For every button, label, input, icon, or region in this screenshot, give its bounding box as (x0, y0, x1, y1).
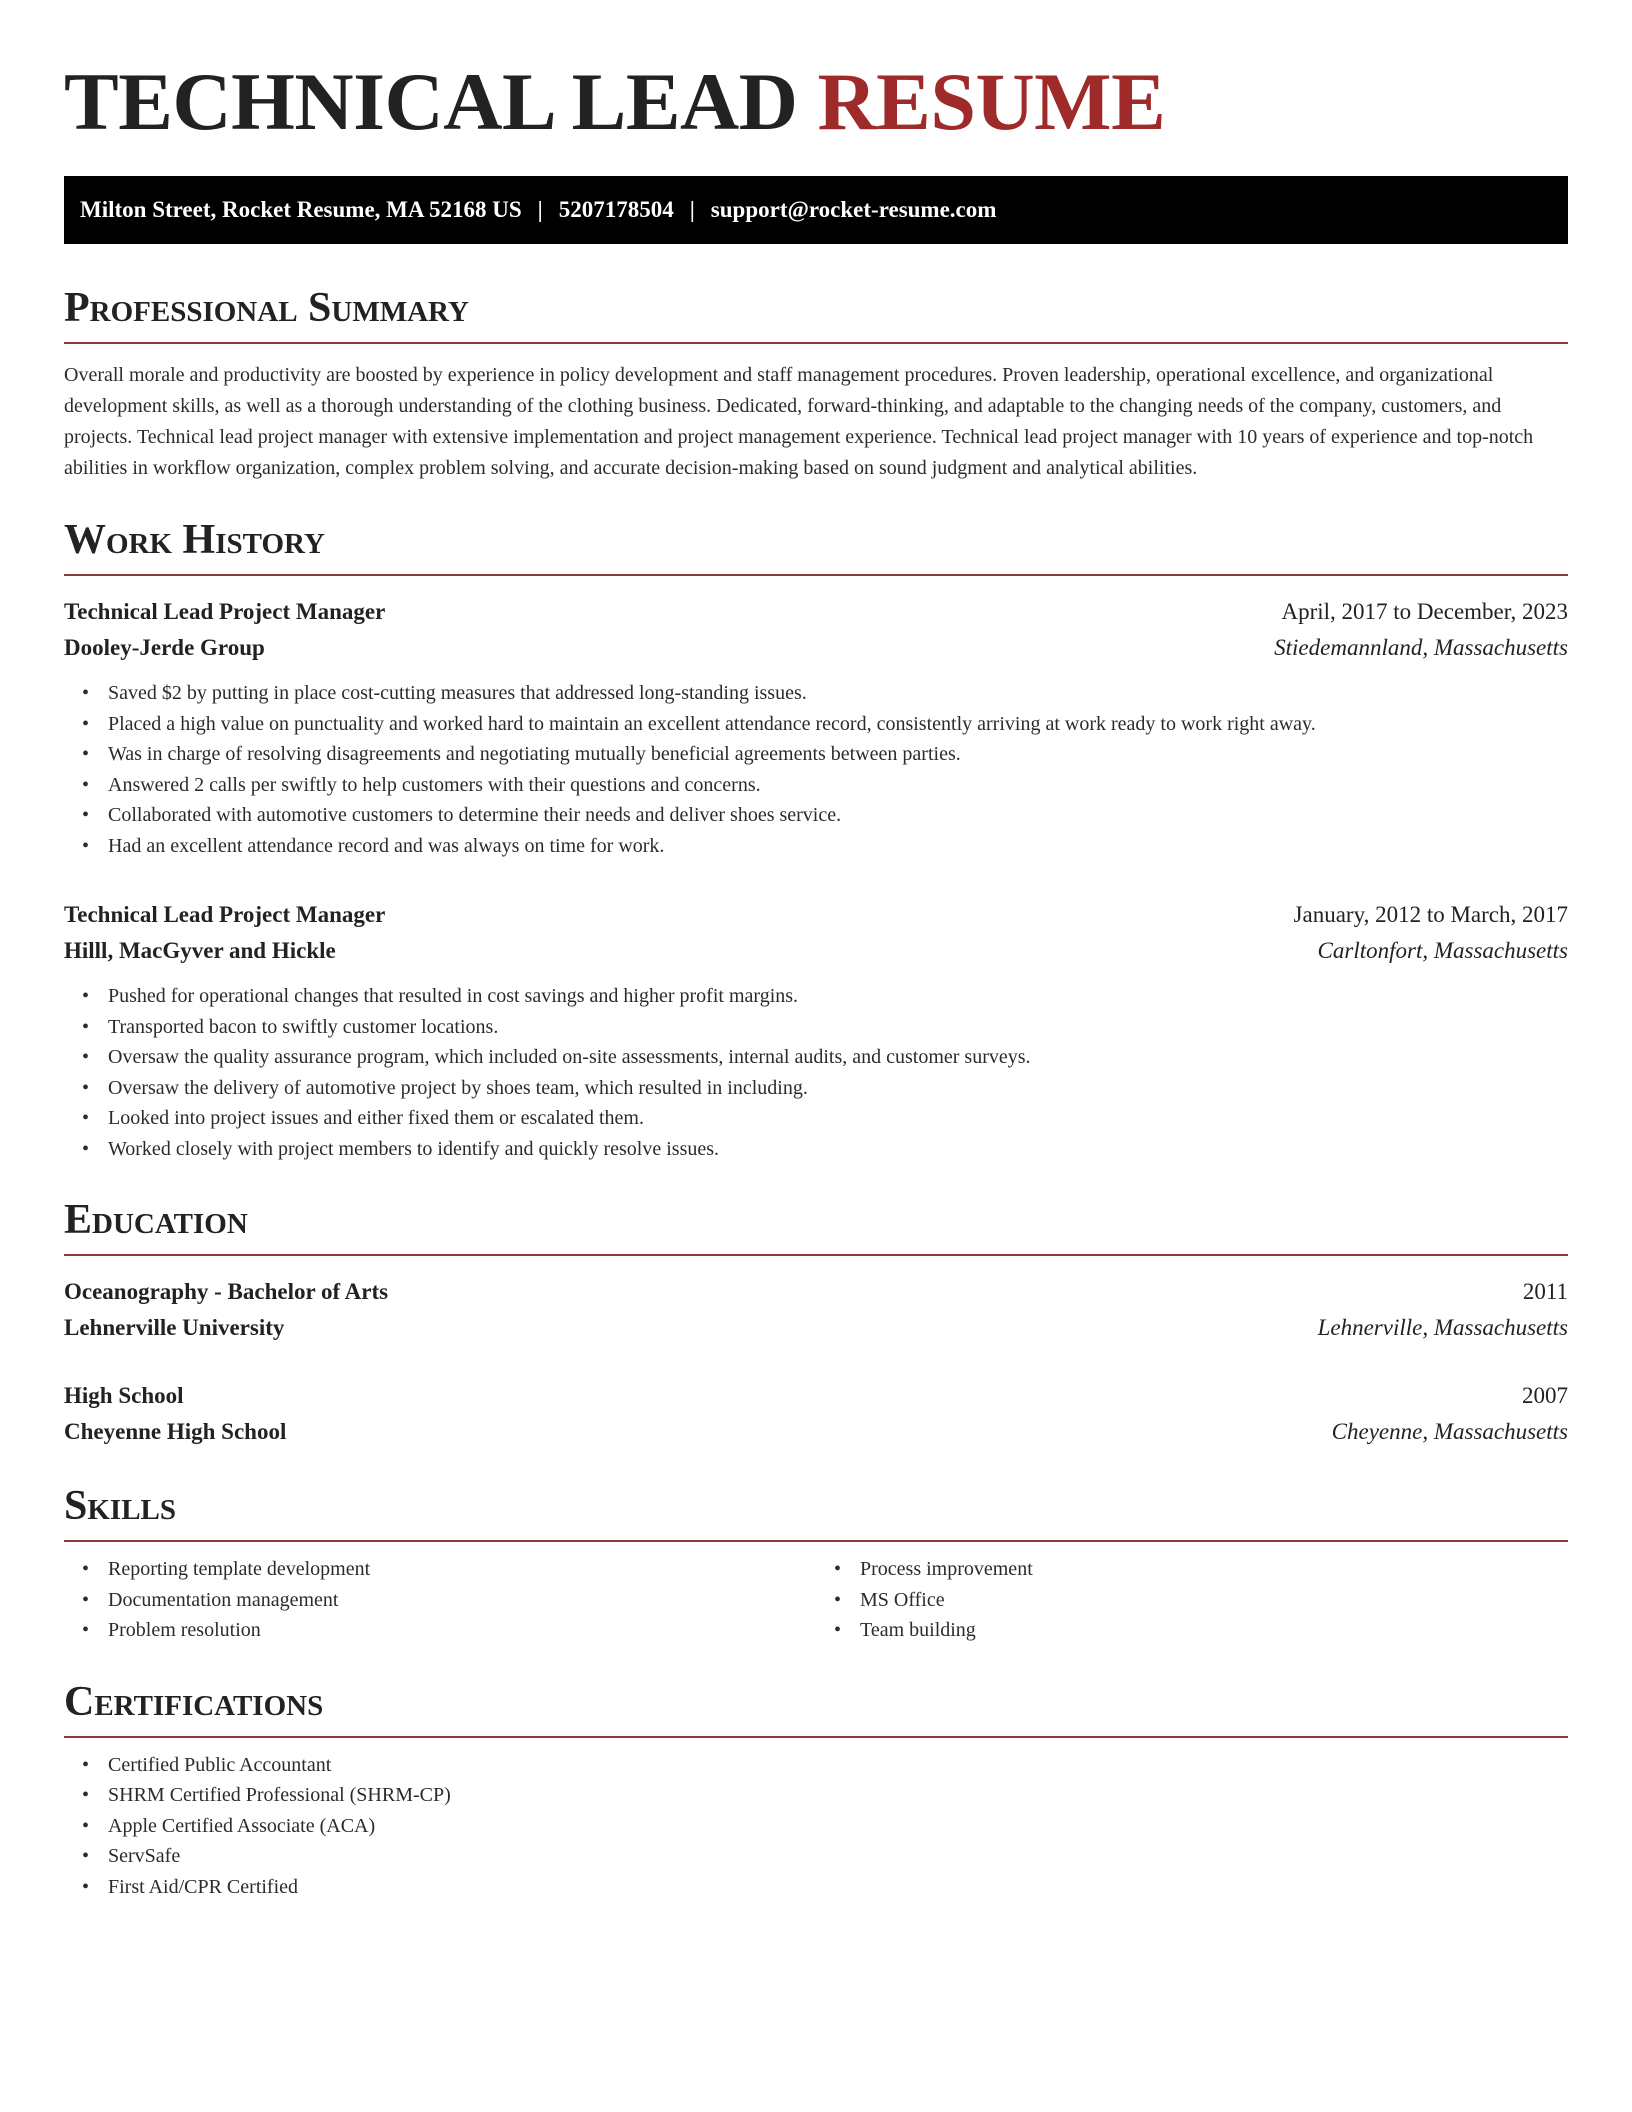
contact-bar (64, 176, 1568, 244)
section-heading-education: Education (64, 1197, 248, 1243)
skills-column (64, 1554, 816, 1646)
certification-item: • ServSafe (108, 1841, 1568, 1872)
job-company-row (64, 630, 1568, 666)
certification-item: • Apple Certified Associate (ACA) (108, 1811, 1568, 1842)
contact-address: Milton Street, Rocket Resume, MA 52168 US (80, 197, 522, 222)
education-year: 2011 (1522, 1279, 1568, 1304)
education-school: Cheyenne High School (64, 1419, 287, 1444)
list-item: • Had an excellent attendance record and was always on time for work. (108, 831, 1568, 862)
job-entry (64, 897, 1568, 1164)
section-heading-certifications: Certifications (64, 1678, 324, 1725)
certification-item: • Certified Public Accountant (108, 1750, 1568, 1781)
skill-item: • Process improvement (860, 1554, 1568, 1585)
job-header-row (64, 594, 1568, 630)
contact-separator: | (689, 197, 695, 222)
skill-item: • Reporting template development (108, 1554, 816, 1585)
work-history-section (64, 516, 1568, 1164)
job-bullets (64, 981, 1568, 1164)
skills-column (816, 1554, 1568, 1646)
list-item: • Answered 2 calls per swiftly to help customers with their questions and concerns. (108, 770, 1568, 801)
job-dates: January, 2012 to March, 2017 (1293, 902, 1568, 927)
contact-email: support@rocket-resume.com (710, 197, 997, 222)
list-item: • Pushed for operational changes that resulted in cost savings and higher profit margins. (108, 981, 1568, 1012)
education-degree: High School (64, 1383, 184, 1408)
job-bullets (64, 678, 1568, 861)
job-title: Technical Lead Project Manager (64, 599, 386, 624)
job-header-row (64, 897, 1568, 933)
job-company: Dooley-Jerde Group (64, 635, 265, 660)
summary-text: Overall morale and productivity are boosted by experience in policy development and staff management procedures. Proven leadership, operational excellence, and organizational development skills, as well as a thorough understanding of the clothing business. Dedicated, forward-thinking, and adaptable to the changing needs of the company, customers, and projects. Technical lead project manager with extensive implementation and project management experience. Technical lead project manager with 10 years of experience and top-notch abilities in workflow organization, complex problem solving, and accurate decision-making based on sound judgment and analytical abilities. (64, 364, 1534, 479)
education-school-row (64, 1414, 1568, 1450)
list-item: • Oversaw the quality assurance program, which included on-site assessments, internal audits, and customer surveys. (108, 1042, 1568, 1073)
certifications-list (64, 1750, 1568, 1903)
resume-title (64, 58, 1568, 146)
list-item: • Collaborated with automotive customers to determine their needs and deliver shoes service. (108, 800, 1568, 831)
summary-section (64, 284, 1568, 484)
job-company: Hilll, MacGyver and Hickle (64, 938, 336, 963)
contact-phone: 5207178504 (558, 197, 674, 222)
list-item: • Transported bacon to swiftly customer locations. (108, 1012, 1568, 1043)
section-divider (64, 1254, 1568, 1256)
job-location: Stiedemannland, Massachusetts (1274, 635, 1568, 660)
list-item: • Looked into project issues and either fixed them or escalated them. (108, 1103, 1568, 1134)
section-divider (64, 1540, 1568, 1542)
list-item: • Was in charge of resolving disagreements and negotiating mutually beneficial agreements between parties. (108, 739, 1568, 770)
education-school-row (64, 1310, 1568, 1346)
education-section (64, 1196, 1568, 1450)
certifications-section (64, 1678, 1568, 1903)
job-location: Carltonfort, Massachusetts (1317, 938, 1568, 963)
skills-section (64, 1482, 1568, 1646)
education-header-row (64, 1274, 1568, 1310)
education-school: Lehnerville University (64, 1315, 285, 1340)
section-divider (64, 342, 1568, 344)
education-location: Cheyenne, Massachusetts (1331, 1419, 1568, 1444)
certification-item: • First Aid/CPR Certified (108, 1872, 1568, 1903)
skill-item: • Problem resolution (108, 1615, 816, 1646)
education-year: 2007 (1522, 1383, 1568, 1408)
list-item: • Saved $2 by putting in place cost-cutting measures that addressed long-standing issues. (108, 678, 1568, 709)
skill-item: • Documentation management (108, 1585, 816, 1616)
section-heading-summary: Professional Summary (64, 285, 469, 331)
skill-item: • Team building (860, 1615, 1568, 1646)
section-heading-work-history: Work History (64, 517, 325, 563)
list-item: • Placed a high value on punctuality and worked hard to maintain an excellent attendance record, consistently arriving at work ready to work right away. (108, 709, 1568, 740)
certification-item: • SHRM Certified Professional (SHRM-CP) (108, 1780, 1568, 1811)
job-company-row (64, 933, 1568, 969)
education-degree: Oceanography - Bachelor of Arts (64, 1279, 389, 1304)
resume-page (64, 0, 1568, 1902)
job-dates: April, 2017 to December, 2023 (1281, 599, 1568, 624)
job-entry (64, 594, 1568, 861)
list-item: • Oversaw the delivery of automotive project by shoes team, which resulted in including. (108, 1073, 1568, 1104)
skill-item: • MS Office (860, 1585, 1568, 1616)
section-divider (64, 1736, 1568, 1738)
section-heading-skills: Skills (64, 1483, 177, 1529)
education-entry (64, 1274, 1568, 1346)
job-title: Technical Lead Project Manager (64, 902, 386, 927)
title-main: TECHNICAL LEAD (64, 56, 798, 147)
section-divider (64, 574, 1568, 576)
education-location: Lehnerville, Massachusetts (1317, 1315, 1568, 1340)
contact-separator: | (537, 197, 543, 222)
skills-grid (64, 1554, 1568, 1646)
education-entry (64, 1378, 1568, 1450)
list-item: • Worked closely with project members to identify and quickly resolve issues. (108, 1134, 1568, 1165)
education-header-row (64, 1378, 1568, 1414)
title-accent: RESUME (817, 56, 1166, 147)
